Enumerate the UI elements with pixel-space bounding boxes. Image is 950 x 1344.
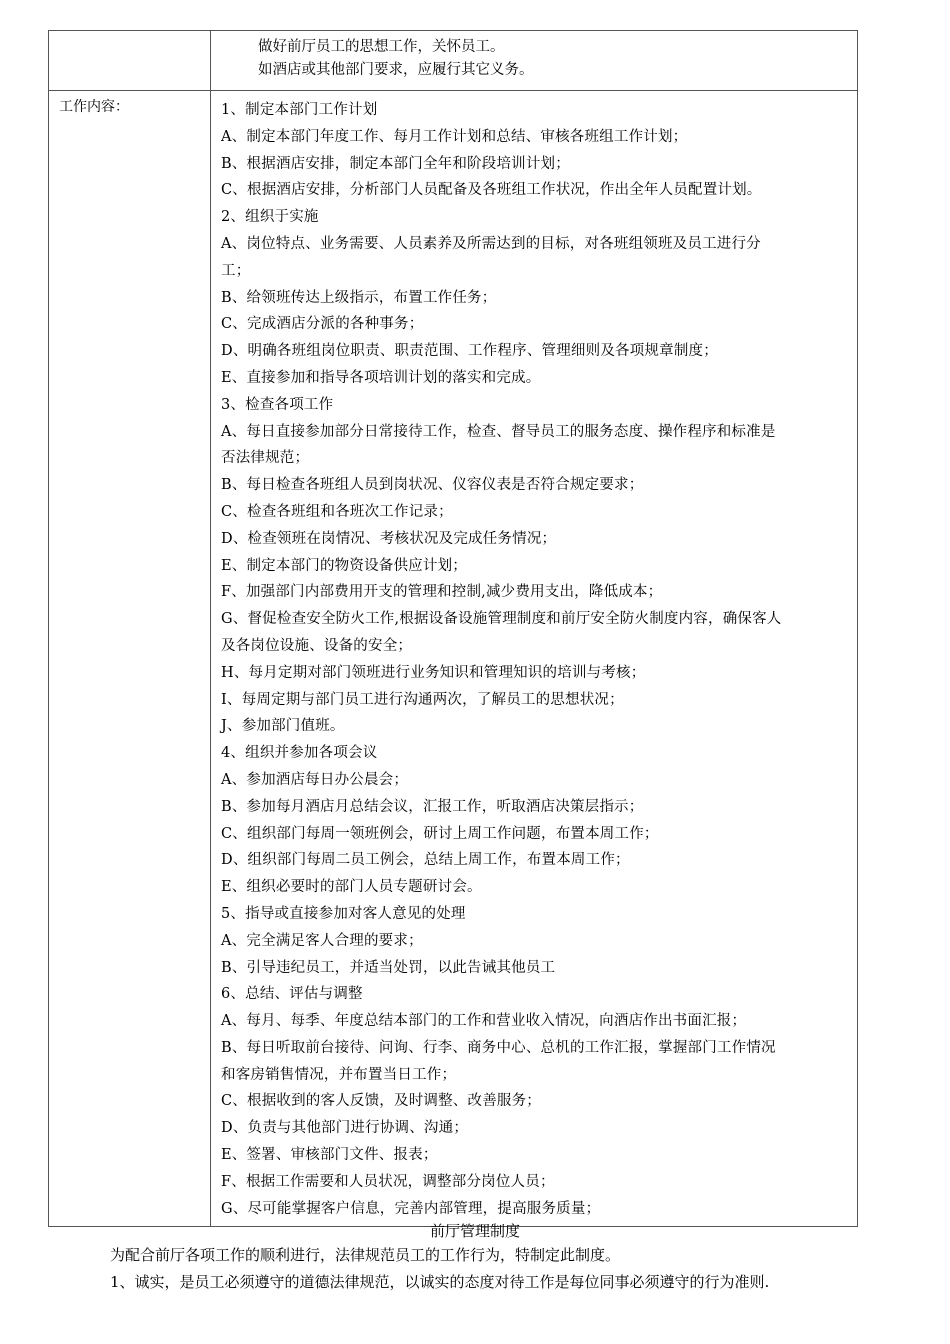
list-item <box>221 1142 857 1169</box>
item-text: A、制定本部门年度工作、每月工作计划和总结、审核各班组工作计划； <box>221 128 688 145</box>
item-text: C、完成酒店分派的各种事务； <box>221 316 424 333</box>
list-item <box>221 1035 857 1089</box>
list-item <box>221 713 857 740</box>
regulation-rule-1: 1、诚实，是员工必须遵守的道德法律规范，以诚实的态度对待工作是每位同事必须遵守的行为准则. <box>110 1273 770 1291</box>
list-item <box>221 124 857 151</box>
list-item <box>221 1008 857 1035</box>
item-text: E、组织必要时的部门人员专题研讨会。 <box>221 879 482 896</box>
list-item <box>221 928 857 955</box>
item-continuation: 及各岗位设施、设备的安全； <box>221 637 413 654</box>
item-text: G、尽可能掌握客户信息，完善内部管理，提高服务质量； <box>221 1200 601 1217</box>
item-text: C、根据酒店安排，分析部门人员配备及各班组工作状况，作出全年人员配置计划。 <box>221 182 762 199</box>
list-item <box>221 151 857 178</box>
list-item <box>221 231 857 285</box>
list-item <box>221 579 857 606</box>
list-item <box>221 338 857 365</box>
item-text: C、根据收到的客人反馈，及时调整、改善服务； <box>221 1093 541 1110</box>
list-item <box>221 847 857 874</box>
list-item <box>221 1088 857 1115</box>
list-item <box>221 794 857 821</box>
item-text: D、组织部门每周二员工例会，总结上周工作，布置本周工作； <box>221 852 630 869</box>
section-heading <box>221 392 857 419</box>
section-heading <box>221 97 857 124</box>
regulation-intro: 为配合前厅各项工作的顺利进行，法律规范员工的工作行为，特制定此制度。 <box>110 1246 621 1264</box>
item-text: H、每月定期对部门领班进行业务知识和管理知识的培训与考核； <box>221 664 646 681</box>
list-item <box>221 365 857 392</box>
list-item <box>221 311 857 338</box>
list-item <box>221 285 857 312</box>
item-continuation: 工； <box>221 262 251 279</box>
list-item <box>221 955 857 982</box>
list-item <box>221 1115 857 1142</box>
item-text: 1、制定本部门工作计划 <box>221 102 378 118</box>
list-item <box>221 419 857 473</box>
item-text: 2、组织于实施 <box>221 209 319 226</box>
item-text: B、引导违纪员工，并适当处罚，以此告诫其他员工 <box>221 959 556 976</box>
item-text: A、每日直接参加部分日常接待工作，检查、督导员工的服务态度、操作程序和标准是 <box>221 423 776 440</box>
work-content-list <box>211 91 858 1227</box>
job-description-table <box>48 30 858 1227</box>
item-text: A、参加酒店每日办公晨会； <box>221 771 409 788</box>
item-text: C、检查各班组和各班次工作记录； <box>221 503 453 520</box>
list-item <box>221 472 857 499</box>
item-text: D、检查领班在岗情况、考核状况及完成任务情况； <box>221 530 557 547</box>
work-content-label: 工作内容： <box>49 91 211 1227</box>
item-text: 4、组织并参加各项会议 <box>221 745 378 762</box>
item-text: 6、总结、评估与调整 <box>221 986 363 1003</box>
item-text: 5、指导或直接参加对客人意见的处理 <box>221 905 466 922</box>
top-line-2: 如酒店或其他部门要求，应履行其它义务。 <box>258 62 534 78</box>
item-text: E、签署、审核部门文件、报表； <box>221 1147 438 1164</box>
item-text: G、督促检查安全防火工作,根据设备设施管理制度和前厅安全防火制度内容，确保客人 <box>221 611 782 628</box>
item-text: B、参加每月酒店月总结会议，汇报工作，听取酒店决策层指示； <box>221 798 644 815</box>
item-text: B、每日听取前台接待、问询、行李、商务中心、总机的工作汇报，掌握部门工作情况 <box>221 1039 776 1056</box>
regulation-title: 前厅管理制度 <box>429 1222 520 1240</box>
list-item <box>221 660 857 687</box>
item-text: C、组织部门每周一领班例会，研讨上周工作问题，布置本周工作； <box>221 825 659 842</box>
list-item <box>221 553 857 580</box>
item-text: A、每月、每季、年度总结本部门的工作和营业收入情况，向酒店作出书面汇报； <box>221 1013 747 1030</box>
item-text: J、参加部门值班。 <box>221 718 345 735</box>
top-line-1: 做好前厅员工的思想工作，关怀员工。 <box>258 39 505 55</box>
list-item <box>221 499 857 526</box>
item-continuation: 否法律规范； <box>221 450 310 467</box>
item-text: B、每日检查各班组人员到岗状况、仪容仪表是否符合规定要求； <box>221 477 644 494</box>
list-item <box>221 526 857 553</box>
section-heading <box>221 901 857 928</box>
item-text: 3、检查各项工作 <box>221 396 334 413</box>
item-text: B、根据酒店安排，制定本部门全年和阶段培训计划； <box>221 155 570 172</box>
item-text: F、根据工作需要和人员状况，调整部分岗位人员； <box>221 1173 555 1190</box>
section-heading <box>221 981 857 1008</box>
item-text: A、完全满足客人合理的要求； <box>221 932 423 949</box>
list-item <box>221 606 857 660</box>
item-text: E、制定本部门的物资设备供应计划； <box>221 557 467 574</box>
table-row-top <box>49 31 858 91</box>
item-text: B、给领班传达上级指示，布置工作任务； <box>221 289 497 306</box>
list-item <box>221 767 857 794</box>
empty-label-cell <box>49 31 211 91</box>
item-text: A、岗位特点、业务需要、人员素养及所需达到的目标，对各班组领班及员工进行分 <box>221 235 761 252</box>
list-item <box>221 874 857 901</box>
section-heading <box>221 740 857 767</box>
item-text: D、明确各班组岗位职责、职责范围、工作程序、管理细则及各项规章制度； <box>221 343 718 360</box>
list-item <box>221 1169 857 1196</box>
item-text: F、加强部门内部费用开支的管理和控制,减少费用支出，降低成本； <box>221 584 663 601</box>
list-item <box>221 177 857 204</box>
item-text: I、每周定期与部门员工进行沟通两次，了解员工的思想状况； <box>221 691 624 708</box>
list-item <box>221 821 857 848</box>
table-row-work <box>49 91 858 1227</box>
item-continuation: 和客房销售情况，并布置当日工作； <box>221 1066 457 1083</box>
item-text: D、负责与其他部门进行协调、沟通； <box>221 1120 469 1137</box>
item-text: E、直接参加和指导各项培训计划的落实和完成。 <box>221 369 541 386</box>
section-heading <box>221 204 857 231</box>
top-content-cell <box>211 31 858 91</box>
list-item <box>221 687 857 714</box>
